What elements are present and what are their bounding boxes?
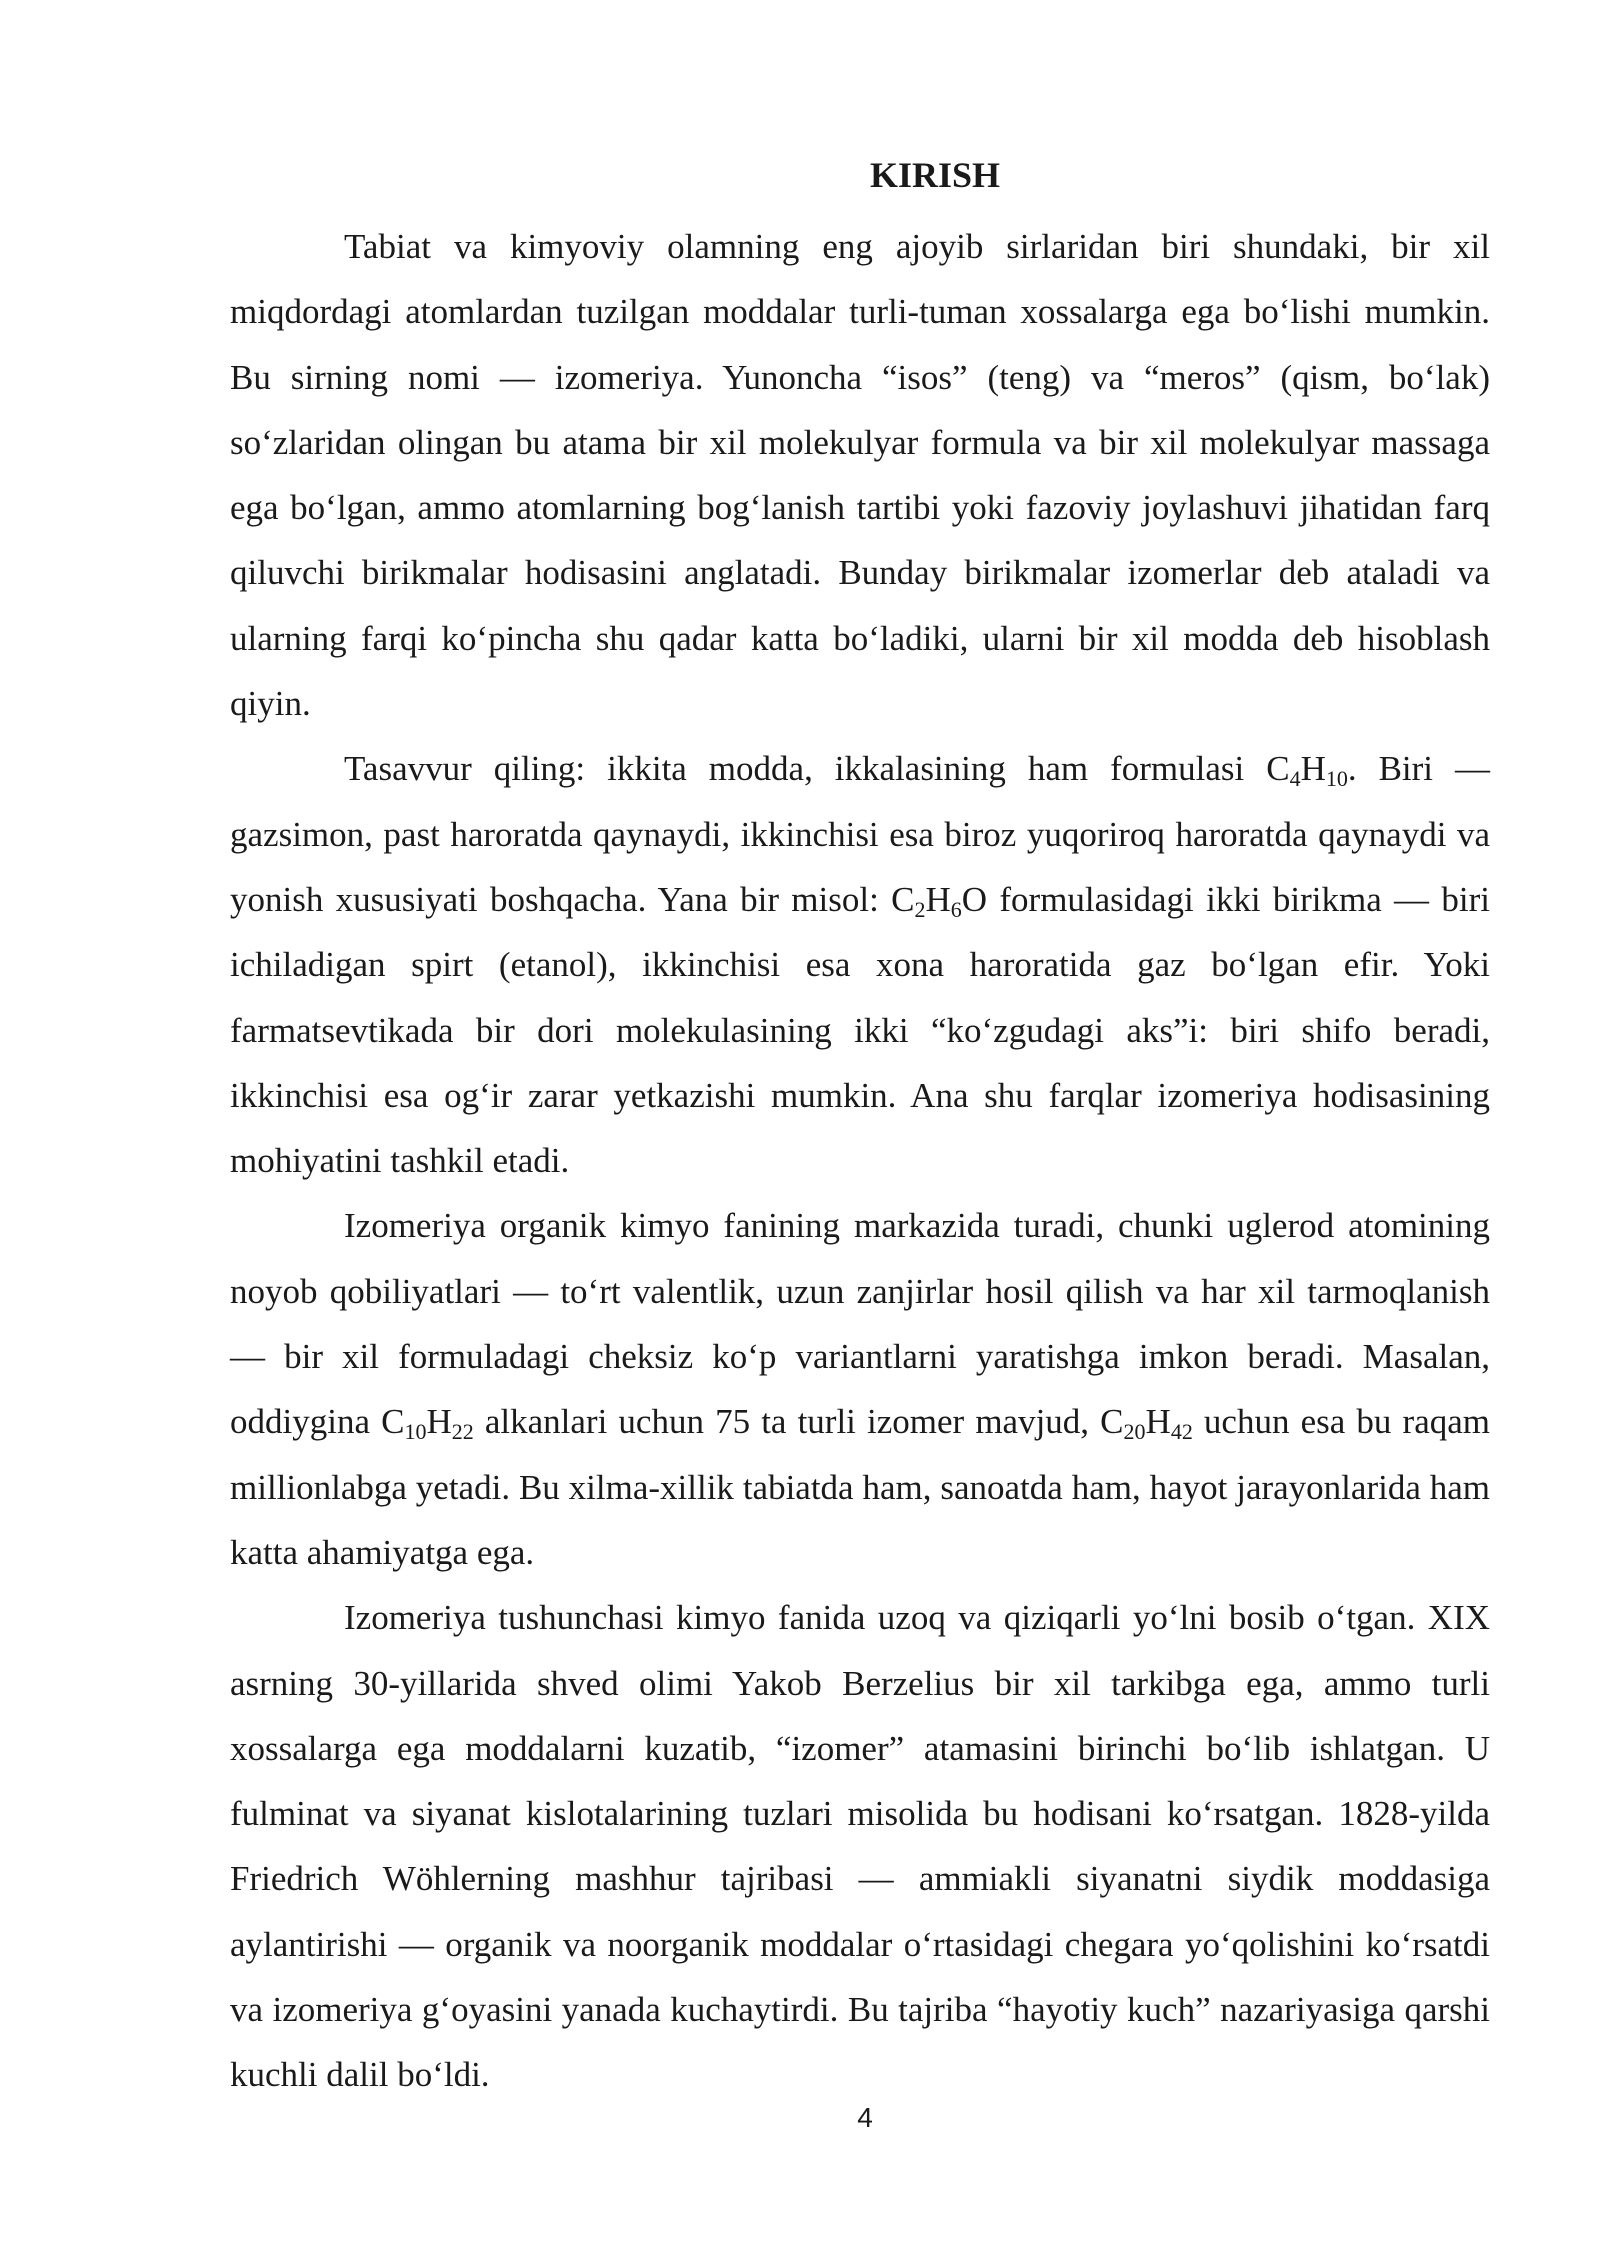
paragraph-text: H xyxy=(426,1402,452,1442)
body-text xyxy=(230,214,1490,2108)
paragraph xyxy=(230,1193,1490,1585)
paragraph-text: alkanlari uchun 75 ta turli izomer mavjud, C xyxy=(473,1402,1124,1442)
formula-subscript: 10 xyxy=(1325,766,1348,792)
paragraph-text: H xyxy=(925,879,951,919)
formula-subscript: 2 xyxy=(914,896,926,922)
section-heading: KIRISH xyxy=(869,155,1001,195)
paragraph-text: O formulasidagi ikki birikma — biri ichiladigan spirt (etanol), ikkinchisi esa xona haroratida gaz bo‘lgan efir. Yoki farmatsevtikada bir dori molekulasining ikki “ko‘zgudagi aks”i: biri shifo beradi, ikkinchisi esa og‘ir zarar yetkazishi mumkin. Ana shu farqlar izomeriya hodisasining mohiyatini tashkil etadi. xyxy=(230,879,1490,1181)
paragraph-text: Tasavvur qiling: ikkita modda, ikkalasining ham formulasi C xyxy=(344,749,1290,789)
paragraph-text: Izomeriya organik kimyo fanining markazida turadi, chunki uglerod atomining noyob qobiliyatlari — to‘rt valentlik, uzun zanjirlar hosil qilish va har xil tarmoqlanish — bir xil formuladagi cheksiz ko‘p variantlarni yaratishga imkon beradi. Masalan, oddiygina C xyxy=(230,1206,1490,1442)
paragraph-text: H xyxy=(1300,749,1326,789)
paragraph-text: uchun esa bu raqam millionlabga yetadi. Bu xilma-xillik tabiatda ham, sanoatda ham, hayot jarayonlarida ham katta ahamiyatga ega. xyxy=(230,1402,1490,1572)
paragraph-text: Tabiat va kimyoviy olamning eng ajoyib sirlaridan biri shundaki, bir xil miqdordagi atomlardan tuzilgan moddalar turli-tuman xossalarga ega bo‘lishi mumkin. Bu sirning nomi — izomeriya. Yunoncha “isos” (teng) va “meros” (qism, bo‘lak) so‘zlaridan olingan bu atama bir xil molekulyar formula va bir xil molekulyar massaga ega bo‘lgan, ammo atomlarning bog‘lanish tartibi yoki fazoviy joylashuvi jihatidan farq qiluvchi birikmalar hodisasini anglatadi. Bunday birikmalar izomerlar deb ataladi va ularning farqi ko‘pincha shu qadar katta bo‘ladiki, ularni bir xil modda deb hisoblash qiyin. xyxy=(230,227,1490,724)
formula-subscript: 10 xyxy=(404,1419,427,1445)
paragraph-text: H xyxy=(1145,1402,1171,1442)
paragraph xyxy=(230,736,1490,1193)
formula-subscript: 22 xyxy=(451,1419,474,1445)
paragraph-text: . Biri — gazsimon, past haroratda qaynaydi, ikkinchisi esa biroz yuqoriroq haroratda qaynaydi va yonish xususiyati boshqacha. Yana bir misol: C xyxy=(230,749,1490,919)
formula-subscript: 6 xyxy=(950,896,962,922)
paragraph xyxy=(230,214,1490,736)
paragraph xyxy=(230,1585,1490,2107)
page-number: 4 xyxy=(857,2102,873,2133)
formula-subscript: 20 xyxy=(1123,1419,1146,1445)
formula-subscript: 42 xyxy=(1170,1419,1193,1445)
formula-subscript: 4 xyxy=(1289,766,1301,792)
document-page xyxy=(230,148,1490,2108)
paragraph-text: Izomeriya tushunchasi kimyo fanida uzoq va qiziqarli yo‘lni bosib o‘tgan. XIX asrning 30-yillarida shved olimi Yakob Berzelius bir xil tarkibga ega, ammo turli xossalarga ega moddalarni kuzatib, “izomer” atamasini birinchi bo‘lib ishlatgan. U fulminat va siyanat kislotalarining tuzlari misolida bu hodisani ko‘rsatgan. 1828-yilda Friedrich Wöhlerning mashhur tajribasi — ammiakli siyanatni siydik moddasiga aylantirishi — organik va noorganik moddalar o‘rtasidagi chegara yo‘qolishini ko‘rsatdi va izomeriya g‘oyasini yanada kuchaytirdi. Bu tajriba “hayotiy kuch” nazariyasiga qarshi kuchli dalil bo‘ldi. xyxy=(230,1598,1490,2095)
